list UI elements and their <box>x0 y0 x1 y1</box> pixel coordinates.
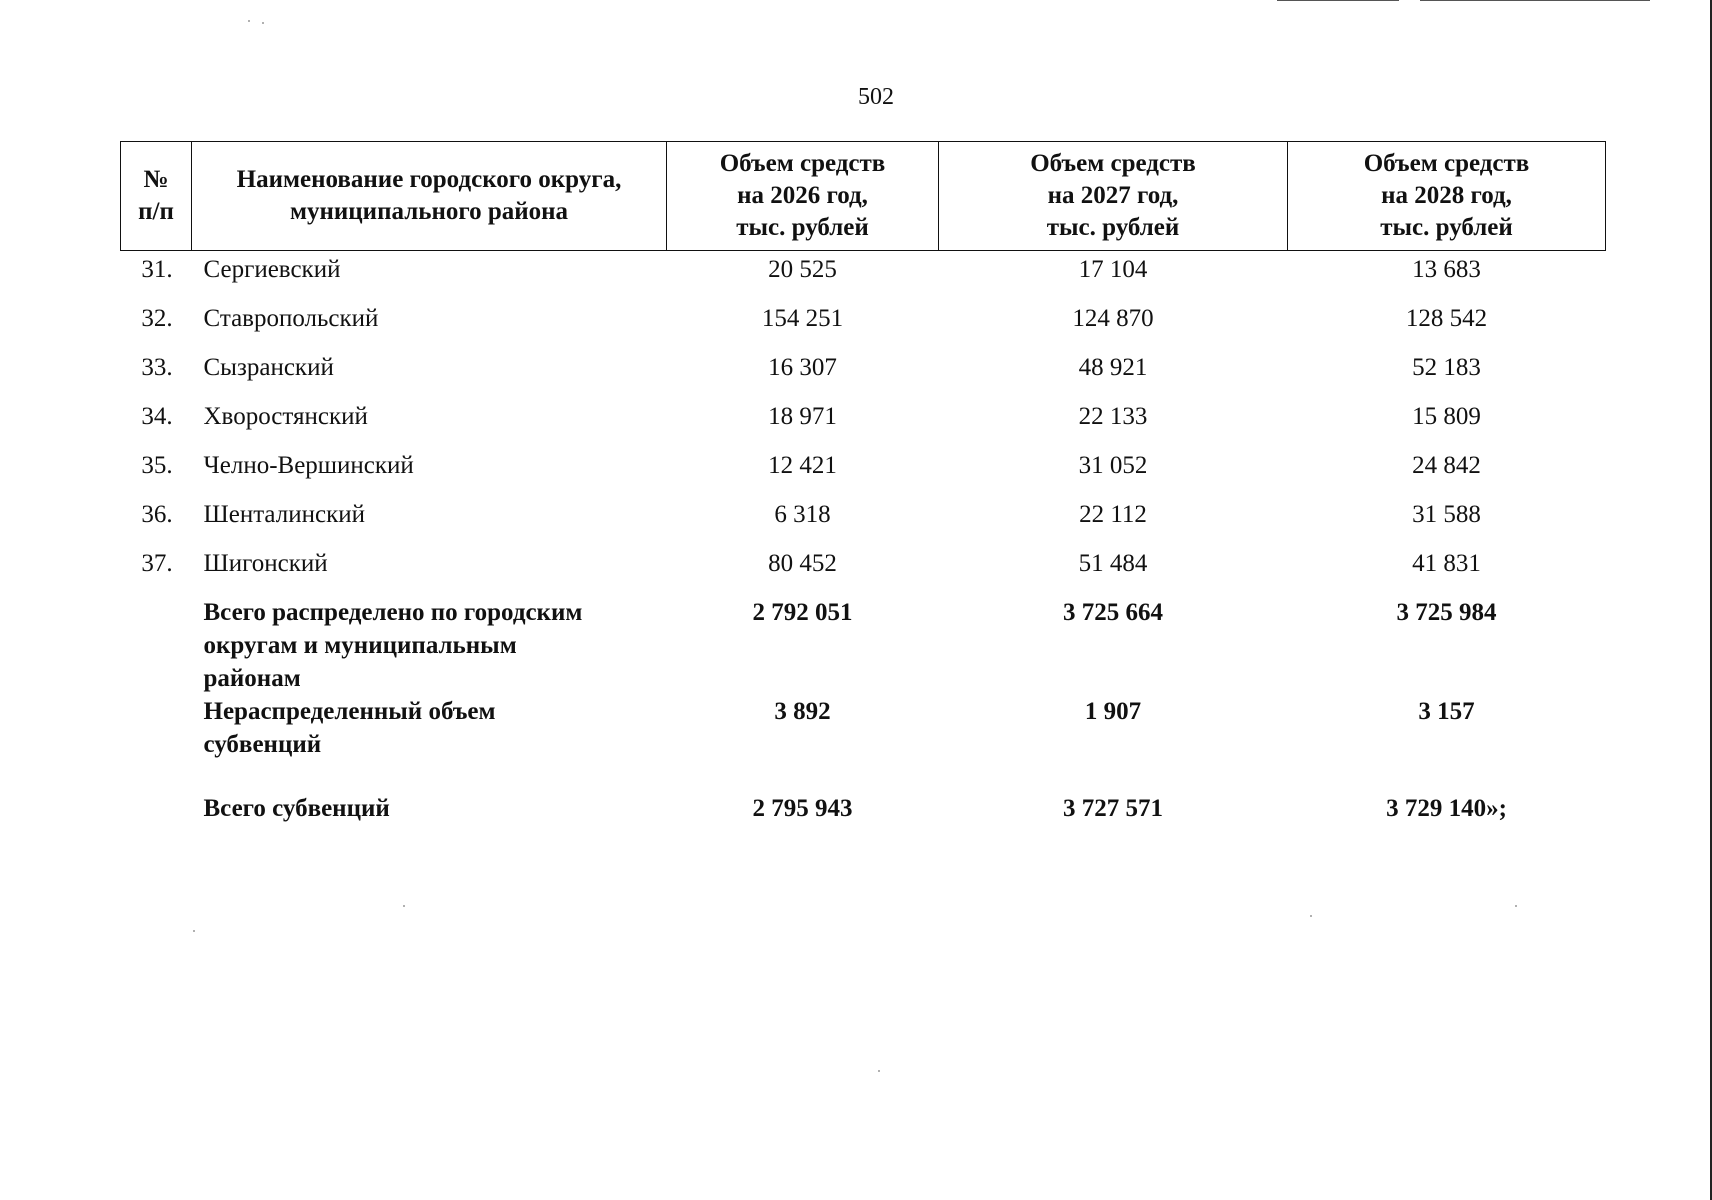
row-value-2026: 20 525 <box>768 256 837 283</box>
header-number: № п/п <box>121 142 192 251</box>
undistributed-2027: 1 907 <box>1084 698 1142 725</box>
undistributed-row <box>121 695 1606 792</box>
row-value-2027: 17 104 <box>1078 256 1148 283</box>
grand-total-label: Всего субвенций <box>203 795 390 822</box>
scan-speck <box>1515 905 1517 907</box>
table-row <box>121 251 1606 303</box>
table-row <box>121 351 1606 400</box>
row-number: 31. <box>141 256 173 283</box>
row-number: 32. <box>141 305 173 332</box>
table-row <box>121 547 1606 596</box>
row-value-2026: 18 971 <box>768 403 837 430</box>
row-value-2028: 41 831 <box>1412 550 1481 577</box>
header-name: Наименование городского округа, муниципального района <box>192 142 667 251</box>
row-value-2027: 22 133 <box>1078 403 1148 430</box>
row-number: 33. <box>141 354 173 381</box>
row-value-2028: 15 809 <box>1412 403 1481 430</box>
table-row <box>121 302 1606 351</box>
scan-speck <box>1310 915 1312 917</box>
row-name: Шигонский <box>203 550 328 577</box>
header-year-2028: Объем средств на 2028 год, тыс. рублей <box>1288 142 1606 251</box>
row-value-2027: 31 052 <box>1078 452 1148 479</box>
total-distributed-2028: 3 725 984 <box>1396 599 1497 626</box>
undistributed-2028: 3 157 <box>1418 698 1475 725</box>
total-distributed-label: Всего распределено по городским округам и муниципальным районам <box>203 599 583 692</box>
total-distributed-2027: 3 725 664 <box>1063 599 1163 626</box>
row-name: Шенталинский <box>203 501 365 528</box>
grand-total-2026: 2 795 943 <box>752 795 853 822</box>
row-name: Ставропольский <box>203 305 379 332</box>
row-value-2026: 12 421 <box>768 452 837 479</box>
row-name: Сергиевский <box>203 256 341 283</box>
scan-speck <box>262 22 264 24</box>
row-number: 36. <box>141 501 173 528</box>
row-value-2026: 154 251 <box>761 305 844 332</box>
row-value-2027: 51 484 <box>1078 550 1148 577</box>
total-distributed-2026: 2 792 051 <box>752 599 853 626</box>
header-year-2026: Объем средств на 2026 год, тыс. рублей <box>667 142 939 251</box>
row-number: 37. <box>141 550 173 577</box>
grand-total-row <box>121 792 1606 832</box>
grand-total-2027: 3 727 571 <box>1063 795 1163 822</box>
scan-speck <box>193 930 195 932</box>
row-name: Челно-Вершинский <box>203 452 414 479</box>
row-value-2028: 24 842 <box>1412 452 1481 479</box>
row-number: 34. <box>141 403 173 430</box>
table-row <box>121 400 1606 449</box>
row-number: 35. <box>141 452 173 479</box>
row-value-2026: 6 318 <box>774 501 831 528</box>
scan-speck <box>403 905 405 907</box>
grand-total-2028: 3 729 140»; <box>1386 795 1507 822</box>
page-number: 502 <box>858 84 894 110</box>
row-number-empty <box>121 792 192 832</box>
subventions-table <box>120 141 1606 832</box>
scan-speck <box>878 1070 880 1072</box>
row-value-2028: 31 588 <box>1412 501 1481 528</box>
table-row <box>121 498 1606 547</box>
row-value-2027: 22 112 <box>1079 501 1147 528</box>
row-value-2027: 48 921 <box>1078 354 1148 381</box>
table-header-row <box>121 142 1606 251</box>
total-distributed-row <box>121 596 1606 695</box>
row-value-2028: 13 683 <box>1412 256 1481 283</box>
row-value-2026: 16 307 <box>768 354 837 381</box>
row-name: Сызранский <box>203 354 334 381</box>
row-value-2028: 128 542 <box>1405 305 1488 332</box>
table-row <box>121 449 1606 498</box>
row-number-empty <box>121 695 192 792</box>
scan-speck <box>248 20 250 22</box>
row-value-2027: 124 870 <box>1072 305 1154 332</box>
undistributed-2026: 3 892 <box>774 698 831 725</box>
row-value-2028: 52 183 <box>1412 354 1481 381</box>
row-name: Хворостянский <box>203 403 368 430</box>
header-year-2027: Объем средств на 2027 год, тыс. рублей <box>939 142 1288 251</box>
scan-edge-line <box>1277 0 1399 1</box>
row-value-2026: 80 452 <box>768 550 837 577</box>
row-number-empty <box>121 596 192 695</box>
undistributed-label: Нераспределенный объем субвенций <box>203 698 496 758</box>
scan-edge-line <box>1420 0 1650 1</box>
